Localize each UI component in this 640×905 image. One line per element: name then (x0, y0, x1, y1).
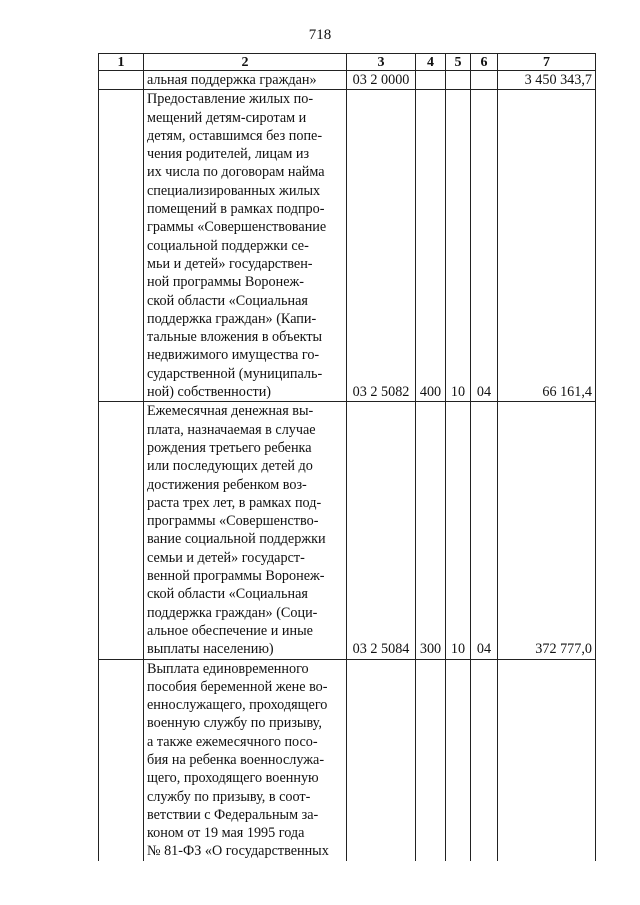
description-line: Ежемесячная денежная вы- (147, 403, 314, 420)
description-line: альное обеспечение и иные (147, 622, 313, 639)
description-line: ной программы Воронеж- (147, 274, 305, 291)
cell-description (144, 90, 347, 402)
description-line: поддержка граждан» (Капи- (147, 310, 317, 327)
description-line: их числа по договорам найма (147, 164, 325, 181)
cell-description (144, 659, 347, 861)
description-line: поддержка граждан» (Соци- (147, 604, 318, 621)
description-line: мещений детям-сиротам и (147, 109, 307, 126)
header-col-5: 5 (446, 54, 471, 71)
page-number: 718 (308, 27, 332, 43)
cell-description (144, 402, 347, 659)
description-line: Выплата единовременного (147, 660, 309, 677)
description-line: недвижимого имущества го- (147, 347, 320, 364)
cell-code: 03 2 0000 (347, 71, 416, 90)
header-col-3: 3 (347, 54, 416, 71)
cell-col-6: 04 (471, 402, 498, 659)
cell-col-1 (99, 71, 144, 90)
description-line: социальной поддержки се- (147, 237, 309, 254)
description-line: рождения третьего ребенка (147, 439, 312, 456)
description-line: плата, назначаемая в случае (147, 421, 316, 438)
cell-code: 03 2 5082 (347, 90, 416, 402)
description-line: детям, оставшимся без попе- (147, 127, 323, 144)
description-line: вание социальной поддержки (147, 531, 326, 548)
description-line: ной) собственности) (147, 384, 272, 401)
description-line: или последующих детей до (147, 458, 313, 475)
cell-description (144, 71, 347, 90)
description-line: выплаты населению) (147, 641, 274, 658)
cell-col-5: 10 (446, 402, 471, 659)
cell-amount: 66 161,4 (498, 90, 596, 402)
table-row (99, 402, 596, 659)
cell-col-4 (416, 659, 446, 861)
description-line: щего, проходящего военную (147, 770, 319, 787)
description-line: еннослужащего, проходящего (147, 697, 328, 714)
cell-col-1 (99, 659, 144, 861)
description-line: венной программы Воронеж- (147, 568, 325, 585)
header-col-6: 6 (471, 54, 498, 71)
cell-code: 03 2 5084 (347, 402, 416, 659)
description-line: Предоставление жилых по- (147, 91, 314, 108)
description-line: бия на ребенка военнослужа- (147, 751, 325, 768)
cell-col-5 (446, 71, 471, 90)
cell-col-5 (446, 659, 471, 861)
table-row (99, 659, 596, 861)
description-line: программы «Совершенство- (147, 513, 319, 530)
cell-col-4 (416, 71, 446, 90)
description-line: чения родителей, лицам из (147, 146, 310, 163)
cell-amount: 3 450 343,7 (498, 71, 596, 90)
cell-col-5: 10 (446, 90, 471, 402)
description-line: тальные вложения в объекты (147, 329, 323, 346)
header-row (99, 54, 596, 71)
cell-col-6 (471, 659, 498, 861)
description-line: сударственной (муниципаль- (147, 365, 323, 382)
header-col-7: 7 (498, 54, 596, 71)
description-line: службу по призыву, в соот- (147, 788, 311, 805)
description-line: ветствии с Федеральным за- (147, 806, 319, 823)
description-line: а также ежемесячного посо- (147, 733, 318, 750)
cell-col-4: 400 (416, 90, 446, 402)
budget-table (98, 53, 596, 861)
description-line: помещений в рамках подпро- (147, 201, 325, 218)
cell-amount: 372 777,0 (498, 402, 596, 659)
description-line: семьи и детей» государст- (147, 549, 305, 566)
description-line: военную службу по призыву, (147, 715, 322, 732)
cell-col-1 (99, 402, 144, 659)
header-col-4: 4 (416, 54, 446, 71)
description-line: № 81-ФЗ «О государственных (147, 843, 329, 860)
cell-amount (498, 659, 596, 861)
description-line: пособия беременной жене во- (147, 678, 328, 695)
cell-col-6: 04 (471, 90, 498, 402)
cell-col-1 (99, 90, 144, 402)
cell-col-6 (471, 71, 498, 90)
table-row (99, 71, 596, 90)
description-line: ской области «Социальная (147, 586, 308, 603)
description-line: ской области «Социальная (147, 292, 308, 309)
description-line: мьи и детей» государствен- (147, 255, 313, 272)
description-line: коном от 19 мая 1995 года (147, 825, 305, 842)
description-line: граммы «Совершенствование (147, 219, 327, 236)
description-line: альная поддержка граждан» (147, 72, 317, 88)
cell-code (347, 659, 416, 861)
table-row (99, 90, 596, 402)
header-col-1: 1 (99, 54, 144, 71)
description-line: раста трех лет, в рамках под- (147, 494, 322, 511)
description-line: специализированных жилых (147, 182, 321, 199)
description-line: достижения ребенком воз- (147, 476, 307, 493)
header-col-2: 2 (144, 54, 347, 71)
cell-col-4: 300 (416, 402, 446, 659)
table-body (99, 71, 596, 861)
